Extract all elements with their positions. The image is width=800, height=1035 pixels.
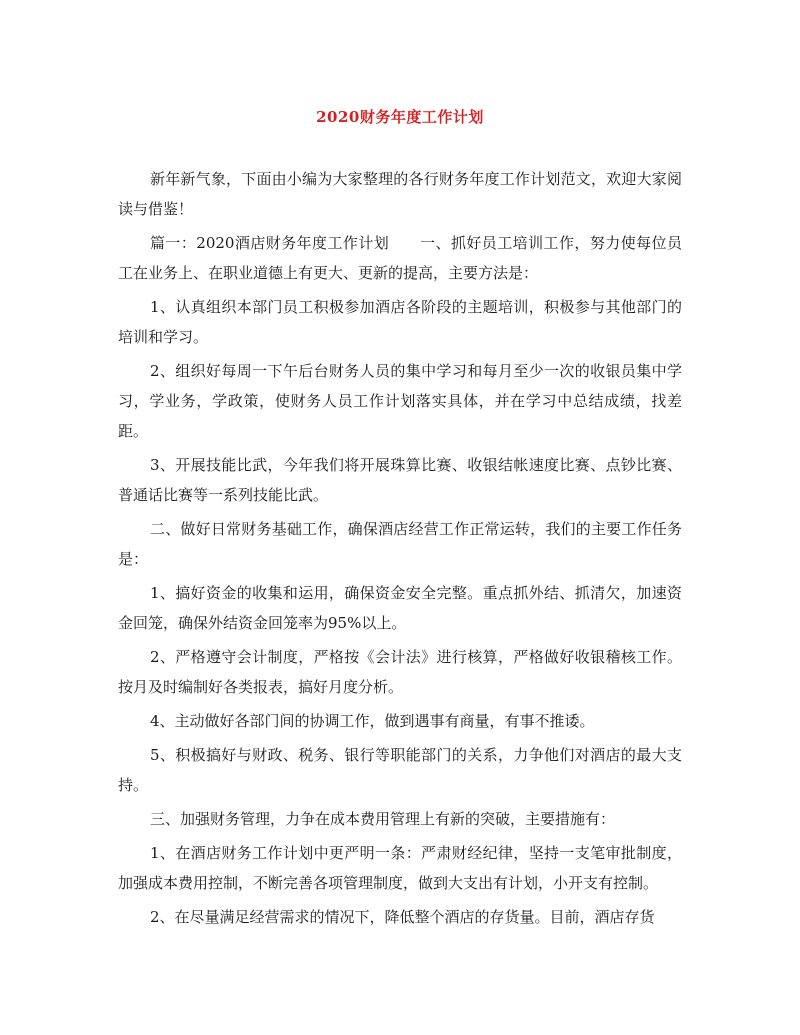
paragraph-part1-heading: 篇一：2020酒店财务年度工作计划 一、抓好员工培训工作，努力使每位员工在业务上、在职业道德上有更大、更新的提高，主要方法是： xyxy=(118,234,682,282)
paragraph-item: 1、认真组织本部门员工积极参加酒店各阶段的主题培训，积极参与其他部门的培训和学习。 xyxy=(118,298,682,346)
document-title: 2020财务年度工作计划 xyxy=(316,108,484,126)
paragraph-item: 1、搞好资金的收集和运用，确保资金安全完整。重点抓外结、抓清欠，加速资金回笼，确保外结资金回笼率为95%以上。 xyxy=(118,584,682,632)
paragraph-intro: 新年新气象，下面由小编为大家整理的各行财务年度工作计划范文，欢迎大家阅读与借鉴！ xyxy=(118,170,682,218)
paragraph-item: 1、在酒店财务工作计划中更严明一条：严肃财经纪律，坚持一支笔审批制度，加强成本费用控制，不断完善各项管理制度，做到大支出有计划，小开支有控制。 xyxy=(118,844,682,892)
paragraph-item: 2、组织好每周一下午后台财务人员的集中学习和每月至少一次的收银员集中学习，学业务，学政策，使财务人员工作计划落实具体，并在学习中总结成绩，找差距。 xyxy=(118,362,682,440)
paragraph-item: 4、主动做好各部门间的协调工作，做到遇事有商量，有事不推诿。 xyxy=(150,712,595,730)
paragraph-section-heading: 二、做好日常财务基础工作，确保酒店经营工作正常运转，我们的主要工作任务是： xyxy=(118,520,682,568)
paragraph-item: 5、积极搞好与财政、税务、银行等职能部门的关系，力争他们对酒店的最大支持。 xyxy=(118,746,682,794)
document-body xyxy=(118,164,682,936)
paragraph-item: 2、在尽量满足经营需求的情况下，降低整个酒店的存货量。目前，酒店存货 xyxy=(150,908,655,926)
paragraph-item: 3、开展技能比武，今年我们将开展珠算比赛、收银结帐速度比赛、点钞比赛、普通话比赛等一系列技能比武。 xyxy=(118,456,682,504)
paragraph-item: 2、严格遵守会计制度，严格按《会计法》进行核算，严格做好收银稽核工作。按月及时编制好各类报表，搞好月度分析。 xyxy=(118,648,682,696)
paragraph-section-heading: 三、加强财务管理，力争在成本费用管理上有新的突破，主要措施有： xyxy=(150,810,616,828)
